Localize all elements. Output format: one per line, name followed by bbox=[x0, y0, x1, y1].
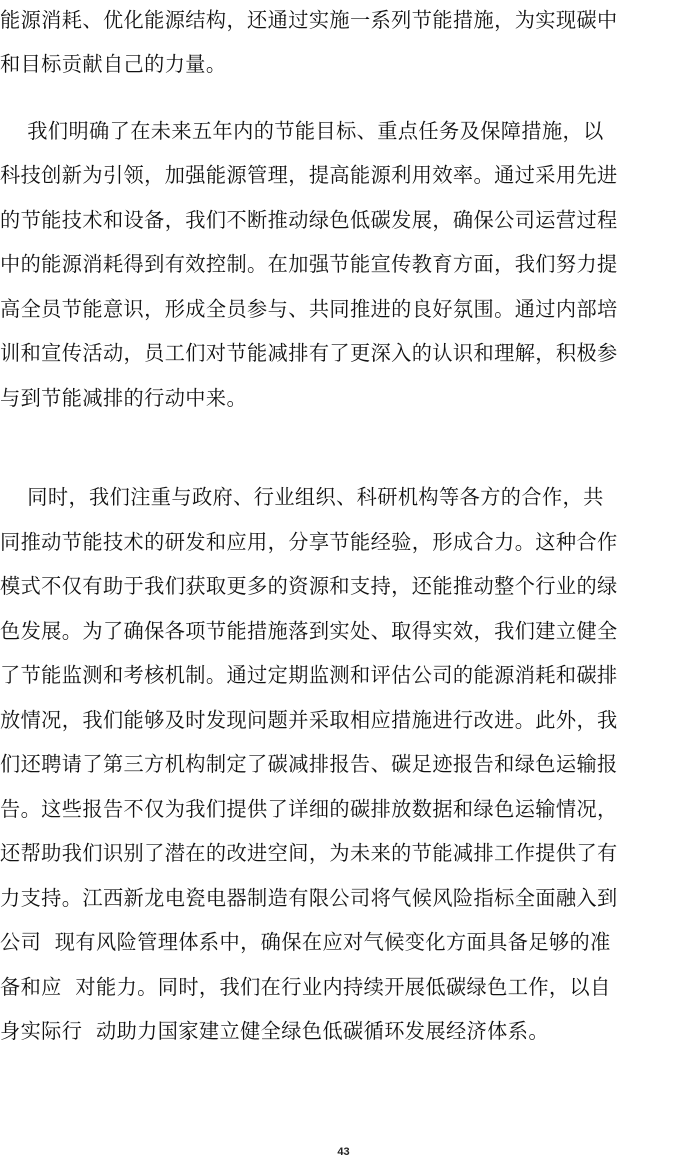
paragraph-2-line-4: 中的能源消耗得到有效控制。在加强节能宣传教育方面，我们努力提 bbox=[0, 252, 618, 276]
paragraph-3-line-3: 模式不仅有助于我们获取更多的资源和支持，还能推动整个行业的绿 bbox=[0, 574, 618, 598]
paragraph-3-line-10: 力支持。江西新龙电瓷电器制造有限公司将气候风险指标全面融入到 bbox=[0, 886, 618, 910]
paragraph-1-line-1: 能源消耗、优化能源结构，还通过实施一系列节能措施，为实现碳中 bbox=[0, 8, 618, 32]
paragraph-2-line-7: 与到节能减排的行动中来。 bbox=[0, 386, 248, 410]
paragraph-3-line-9: 还帮助我们识别了潜在的改进空间，为未来的节能减排工作提供了有 bbox=[0, 841, 618, 865]
paragraph-2-line-3: 的节能技术和设备，我们不断推动绿色低碳发展，确保公司运营过程 bbox=[0, 208, 618, 232]
paragraph-2-line-1: 我们明确了在未来五年内的节能目标、重点任务及保障措施，以 bbox=[0, 119, 604, 143]
paragraph-3-line-4: 色发展。为了确保各项节能措施落到实处、取得实效，我们建立健全 bbox=[0, 619, 618, 643]
paragraph-3-line-13: 身实际行 动助力国家建立健全绿色低碳循环发展经济体系。 bbox=[0, 1019, 549, 1043]
paragraph-3-line-2: 同推动节能技术的研发和应用，分享节能经验，形成合力。这种合作 bbox=[0, 530, 618, 554]
paragraph-3-line-12: 备和应 对能力。同时，我们在行业内持续开展低碳绿色工作，以自 bbox=[0, 975, 611, 999]
paragraph-3-line-5: 了节能监测和考核机制。通过定期监测和评估公司的能源消耗和碳排 bbox=[0, 663, 618, 687]
paragraph-2-line-2: 科技创新为引领，加强能源管理，提高能源利用效率。通过采用先进 bbox=[0, 163, 618, 187]
paragraph-3-line-8: 告。这些报告不仅为我们提供了详细的碳排放数据和绿色运输情况， bbox=[0, 797, 618, 821]
page-number: 43 bbox=[337, 1146, 350, 1158]
paragraph-3-line-1: 同时，我们注重与政府、行业组织、科研机构等各方的合作，共 bbox=[0, 485, 604, 509]
paragraph-2-line-6: 训和宣传活动，员工们对节能减排有了更深入的认识和理解，积极参 bbox=[0, 341, 618, 365]
paragraph-2-line-5: 高全员节能意识，形成全员参与、共同推进的良好氛围。通过内部培 bbox=[0, 297, 618, 321]
paragraph-3-line-7: 们还聘请了第三方机构制定了碳减排报告、碳足迹报告和绿色运输报 bbox=[0, 752, 618, 776]
paragraph-3-line-11: 公司 现有风险管理体系中，确保在应对气候变化方面具备足够的准 bbox=[0, 930, 611, 954]
paragraph-1-line-2: 和目标贡献自己的力量。 bbox=[0, 52, 227, 76]
paragraph-3-line-6: 放情况，我们能够及时发现问题并采取相应措施进行改进。此外，我 bbox=[0, 708, 618, 732]
